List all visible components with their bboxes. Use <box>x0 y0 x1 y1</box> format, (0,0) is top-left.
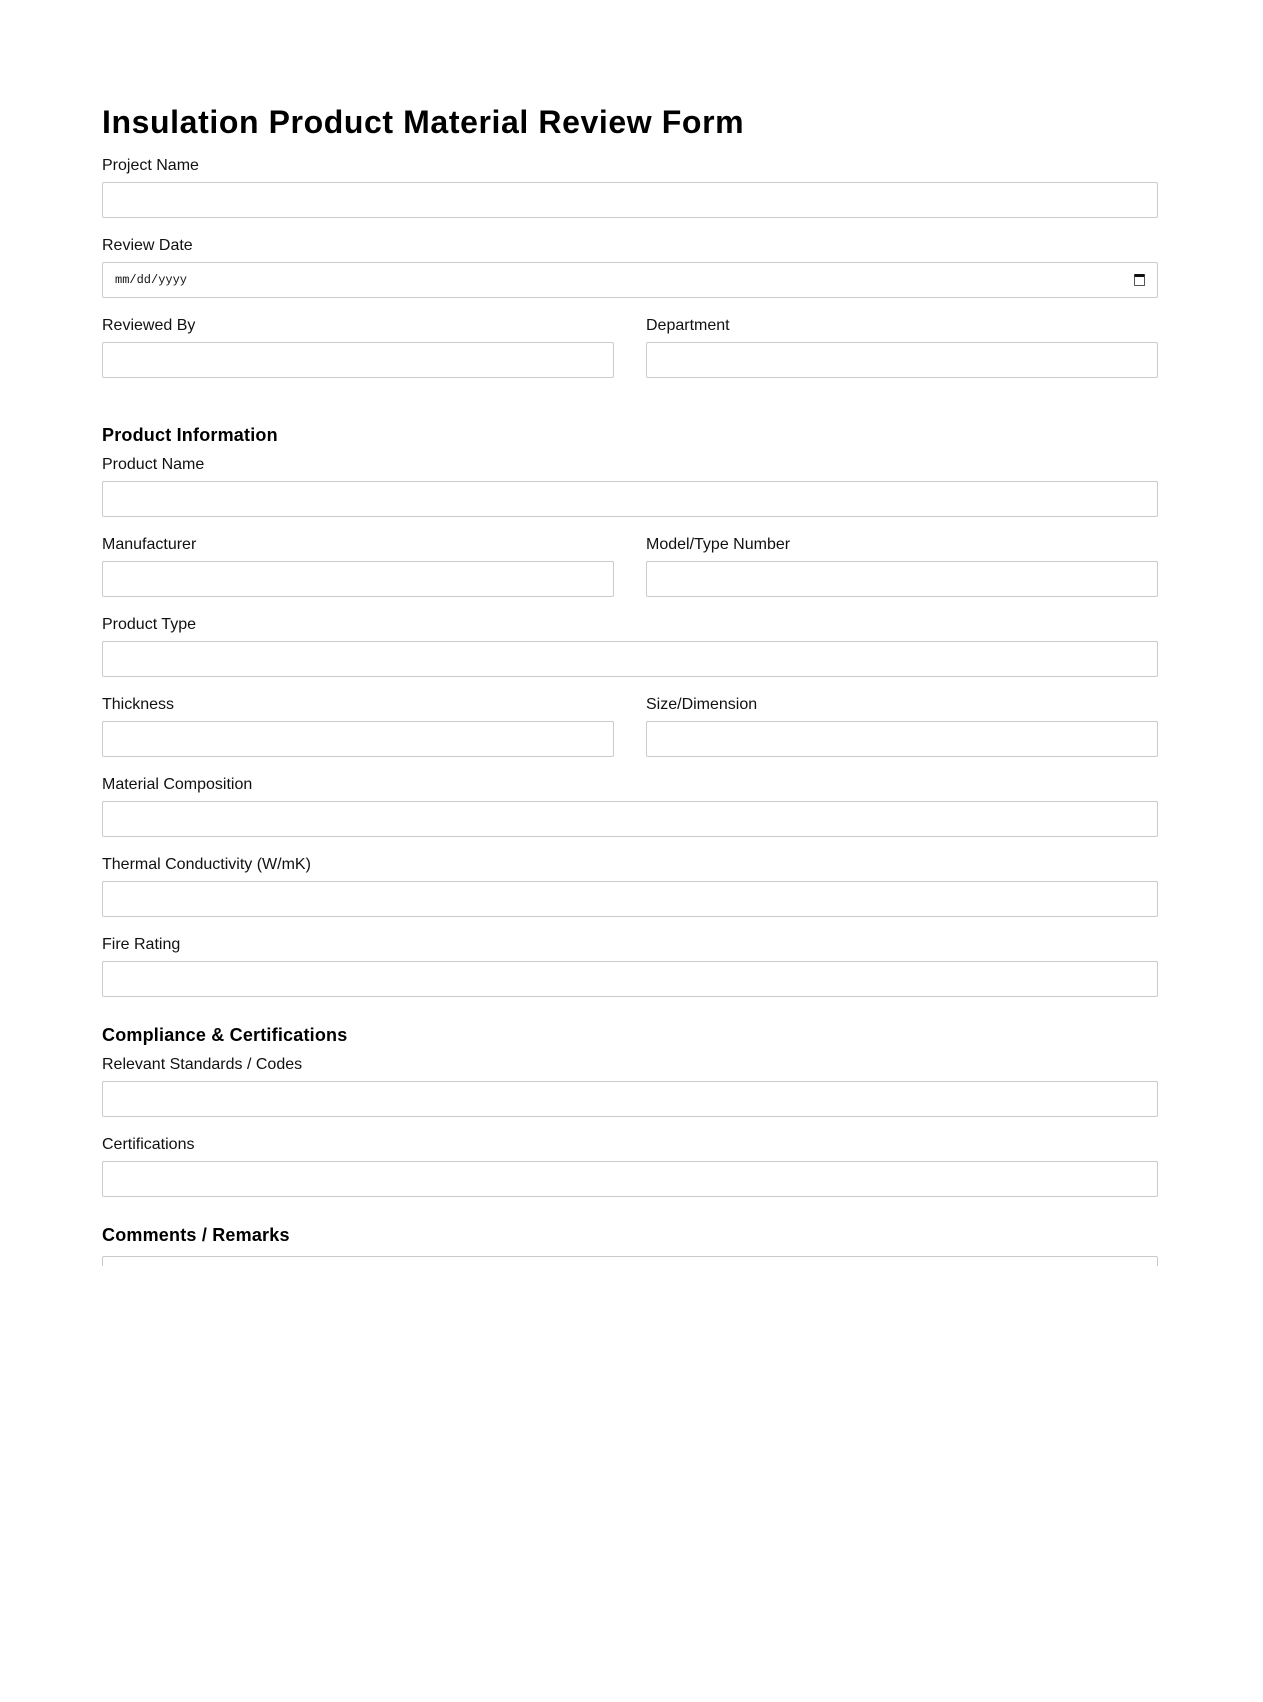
comments-textarea[interactable] <box>102 1256 1158 1266</box>
department-group <box>646 317 1158 378</box>
material-label: Material Composition <box>102 776 253 793</box>
reviewed-by-input[interactable] <box>102 342 614 378</box>
reviewer-row <box>102 317 1158 397</box>
reviewed-by-label: Reviewed By <box>102 317 196 334</box>
thickness-group <box>102 696 614 757</box>
review-date-placeholder: mm/dd/yyyy <box>115 273 188 287</box>
fire-rating-label: Fire Rating <box>102 936 181 953</box>
product-type-label: Product Type <box>102 616 196 633</box>
reviewed-by-group <box>102 317 614 378</box>
project-name-group <box>102 157 1158 218</box>
size-label: Size/Dimension <box>646 696 758 713</box>
section-product-information: Product Information <box>102 425 278 445</box>
fire-rating-input[interactable] <box>102 961 1158 997</box>
material-input[interactable] <box>102 801 1158 837</box>
department-label: Department <box>646 317 730 334</box>
calendar-icon[interactable] <box>1134 274 1145 286</box>
standards-label: Relevant Standards / Codes <box>102 1056 303 1073</box>
model-number-group <box>646 536 1158 597</box>
manufacturer-group <box>102 536 614 597</box>
product-name-group <box>102 456 1158 517</box>
standards-group <box>102 1056 1158 1117</box>
manufacturer-input[interactable] <box>102 561 614 597</box>
project-name-label: Project Name <box>102 157 199 174</box>
manufacturer-row <box>102 536 1158 616</box>
certifications-label: Certifications <box>102 1136 195 1153</box>
thermal-group <box>102 856 1158 917</box>
project-name-input[interactable] <box>102 182 1158 218</box>
review-date-label: Review Date <box>102 237 193 254</box>
review-date-group <box>102 237 1158 298</box>
review-form <box>102 103 1158 1266</box>
product-name-label: Product Name <box>102 456 205 473</box>
department-input[interactable] <box>646 342 1158 378</box>
page-title: Insulation Product Material Review Form <box>102 104 745 140</box>
comments-clip <box>102 1256 1158 1266</box>
size-input[interactable] <box>646 721 1158 757</box>
model-number-input[interactable] <box>646 561 1158 597</box>
dimension-row <box>102 696 1158 776</box>
model-number-label: Model/Type Number <box>646 536 791 553</box>
material-group <box>102 776 1158 837</box>
standards-input[interactable] <box>102 1081 1158 1117</box>
review-date-input[interactable] <box>102 262 1158 298</box>
thickness-input[interactable] <box>102 721 614 757</box>
manufacturer-label: Manufacturer <box>102 536 197 553</box>
thermal-label: Thermal Conductivity (W/mK) <box>102 856 311 873</box>
certifications-input[interactable] <box>102 1161 1158 1197</box>
thickness-label: Thickness <box>102 696 175 713</box>
product-type-input[interactable] <box>102 641 1158 677</box>
product-name-input[interactable] <box>102 481 1158 517</box>
product-type-group <box>102 616 1158 677</box>
certifications-group <box>102 1136 1158 1197</box>
fire-rating-group <box>102 936 1158 997</box>
thermal-input[interactable] <box>102 881 1158 917</box>
size-group <box>646 696 1158 757</box>
section-comments: Comments / Remarks <box>102 1225 290 1245</box>
section-compliance: Compliance & Certifications <box>102 1025 348 1045</box>
